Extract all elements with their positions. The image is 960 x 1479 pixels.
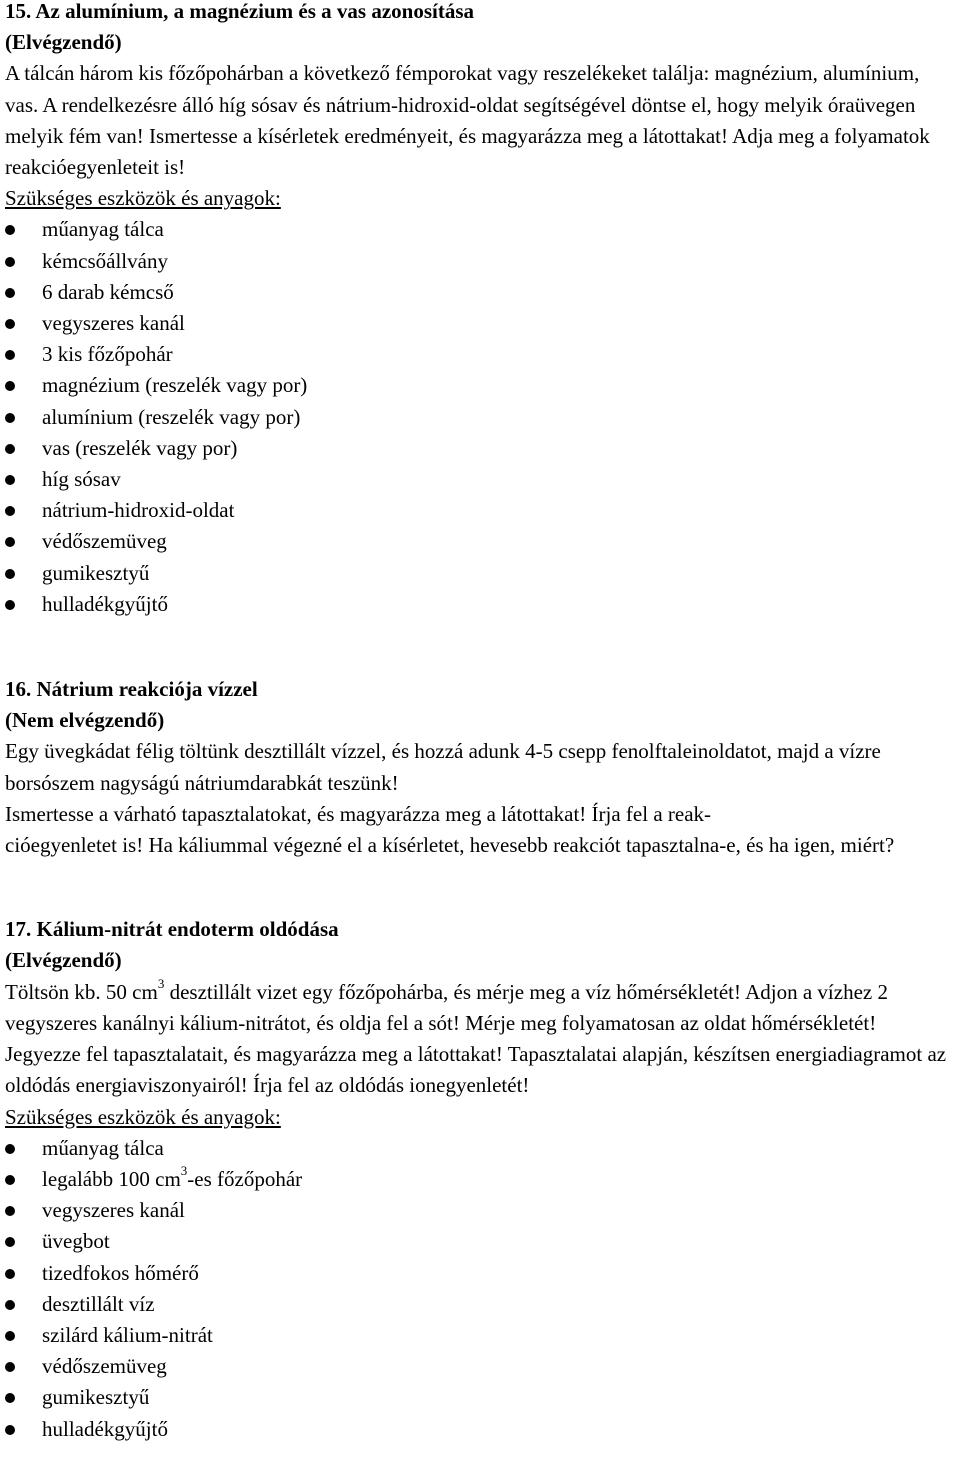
section-16-text-2-line-1: Ismertesse a várható tapasztalatokat, és magyarázza meg a látottakat! Írja fel a reak- — [5, 801, 712, 826]
list-item: gumikesztyű — [5, 1382, 957, 1413]
section-17-tools-heading: Szükséges eszközök és anyagok: — [5, 1104, 281, 1129]
section-spacer — [5, 620, 957, 674]
list-item — [5, 1164, 957, 1195]
list-item: desztillált víz — [5, 1289, 957, 1320]
section-17-text — [5, 977, 957, 1102]
section-17-tools-list — [5, 1133, 957, 1445]
section-16-text-2-rest: cióegyenletet is! Ha káliummal végezné el a kísérletet, hevesebb reakciót tapasztalna-e, és ha igen, miért? — [5, 833, 895, 858]
list-item: műanyag tálca — [5, 214, 957, 245]
list-item: védőszemüveg — [5, 526, 957, 557]
list-item: hulladékgyűjtő — [5, 1414, 957, 1445]
document-page — [5, 0, 957, 1445]
list-item: szilárd kálium-nitrát — [5, 1320, 957, 1351]
list-item-text: legalább 100 cm — [42, 1166, 181, 1191]
list-item-text: -es főzőpohár — [187, 1166, 303, 1191]
list-item: tizedfokos hőmérő — [5, 1258, 957, 1289]
list-item: védőszemüveg — [5, 1351, 957, 1382]
list-item: kémcsőállvány — [5, 246, 957, 277]
list-item: 3 kis főzőpohár — [5, 339, 957, 370]
section-17-status: (Elvégzendő) — [5, 948, 122, 973]
list-item: magnézium (reszelék vagy por) — [5, 370, 957, 401]
section-16-text-1: Egy üvegkádat félig töltünk desztillált vízzel, és hozzá adunk 4-5 csepp fenolftaleinoldatot, majd a vízre borsószem nagyságú nátriumdarabkát teszünk! — [5, 739, 881, 795]
section-15-status: (Elvégzendő) — [5, 30, 122, 55]
list-item: műanyag tálca — [5, 1133, 957, 1164]
list-item: híg sósav — [5, 464, 957, 495]
superscript: 3 — [180, 1162, 188, 1178]
list-item: nátrium-hidroxid-oldat — [5, 495, 957, 526]
superscript: 3 — [157, 975, 165, 991]
section-15-title: 15. Az alumínium, a magnézium és a vas azonosítása — [5, 0, 475, 23]
section-15-tools-heading: Szükséges eszközök és anyagok: — [5, 186, 281, 211]
list-item: hulladékgyűjtő — [5, 589, 957, 620]
list-item: alumínium (reszelék vagy por) — [5, 402, 957, 433]
section-spacer — [5, 861, 957, 914]
list-item: vegyszeres kanál — [5, 1195, 957, 1226]
list-item: üvegbot — [5, 1226, 957, 1257]
list-item: vas (reszelék vagy por) — [5, 433, 957, 464]
section-17-text-start: Töltsön kb. 50 cm — [5, 979, 158, 1004]
section-15-text: A tálcán három kis főzőpohárban a következő fémporokat vagy reszelékeket találja: magnézium, alumínium, vas. A rendelkezésre álló híg sósav és nátrium-hidroxid-oldat segítségével döntse el, hogy melyik óraüvegen melyik fém van! Ismertesse a kísérletek eredményeit, és magyarázza meg a látottakat! Adja meg a folyamatok reakcióegyenleteit is! — [5, 61, 930, 180]
section-15-tools-list — [5, 214, 957, 620]
section-16-title: 16. Nátrium reakciója vízzel — [5, 677, 258, 702]
section-17-text-rest: desztillált vizet egy főzőpohárba, és mérje meg a víz hőmérsékletét! Adjon a vízhez 2 vegyszeres kanálnyi kálium-nitrátot, és oldja fel a sót! Mérje meg folyamatosan az oldat hőmérsékletét! Jegyezze fel tapasztalatait, és magyarázza meg a látottakat! Tapasztalatai alapján, készítsen energiadiagramot az oldódás energiaviszonyairól! Írja fel az oldódás ionegyenletét! — [5, 979, 947, 1098]
list-item: vegyszeres kanál — [5, 308, 957, 339]
list-item: 6 darab kémcső — [5, 277, 957, 308]
section-17-title: 17. Kálium-nitrát endoterm oldódása — [5, 917, 339, 942]
section-16-status: (Nem elvégzendő) — [5, 708, 165, 733]
list-item: gumikesztyű — [5, 558, 957, 589]
